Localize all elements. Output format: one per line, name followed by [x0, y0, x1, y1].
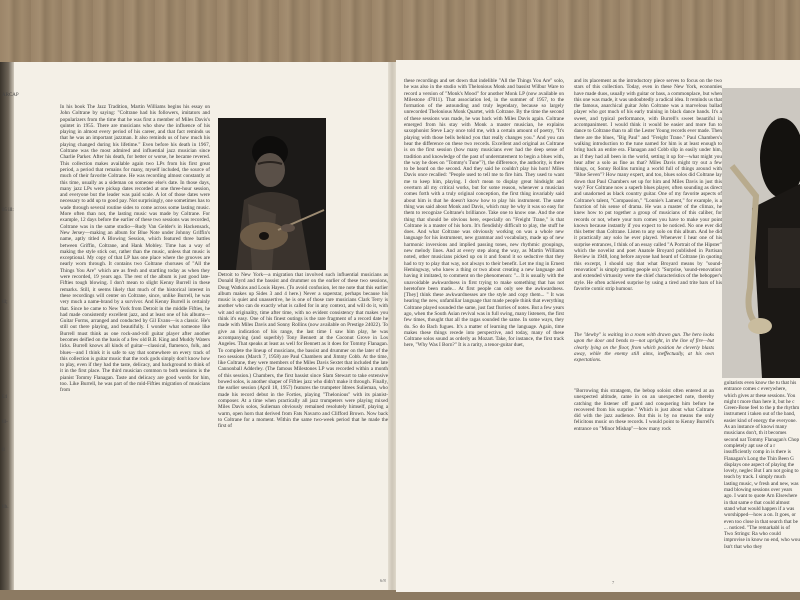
edge-scrap: £4 — [2, 395, 7, 400]
kenny-burrell-photo — [218, 118, 326, 270]
right-page-column-1: these recordings and set down that indelible "All the Things You Are" solo, he was also in the studio with Thelonious Monk and bassist Wilbur Ware to record a version of "Monk's Mood" for another Monk LP (now available on Milestone 47011). That association led, in the summer of 1957, to the formation of the astounding and truly legendary, because so largely unrecorded Thelonious Monk Quartet, with Coltrane. By the time the second of these sessions was made, he was back with Miles Davis again. Coltrane emerged from his stay with Monk a master musician, he explains saxophonist Steve Lacy once told me, with a certain amount of poetry, "It's playing with those bells behind you that really changes you." And you can hear the difference on these two records. Excellent and original as Coltrane is on the first session (how many musicians ever had the deep sense of tradition and knowledge of the past of understatement to begin a blues with, the way he does on "Tommy's Tune"?), the difference, the authority, is there to be heard on the second. And they said he couldn't play his horn! Miles Davis once recalled: "People used to tell me to fire him. They used to want me to keep him, playing. I don't mean to display great hindsight and overturn all my critical works, but for some reason, whenever a musician comes forth with a truly original conception, the first thing invariably said about him is that he doesn't know how to play his instrument. The same thing was said about Monk and Davis, which may be why it was so easy for them to recognize Coltrane's brilliance. Take one to know one. And the one thing that should be obvious here, especially on "Freight Trane," is that Coltrane is a master of his horn. It's fiendishly difficult to play, the stuff he does. And what Coltrane was obviously working on was a whole new language for his instrument, new grammar and vocabulary, made up of new harmonic inversions and implied passing tones, new rhythmic groupings, new melody lines. And at every step along the way, as Martin Williams noted, other musicians picked up on it and found it so seductive that they had to try to play that way, not always to their benefit. Let me ring in Ernest Hemingway, who knew a thing or two about creating a new language and having it imitated, to comment on the phenomenon: "... It is usually with the unavoidable awkwardness in first trying to make something that has not heretofore been made... At first people can only see the awkwardness. [They] think these awkwardnesses are the style and copy them... " It was hearing the new, unfamiliar language that made people think that everything Coltrane played sounded the same, just fast flurries of notes. But a few years ago, when the South Asian revival was in full swing, many listeners, the first few times, thought that all the ragas sounded the same. In some ways, they do. So do Bach fugues. It's a matter of learning the language. Again, time makes these things recede into perspective, and today, many of these Coltrane solos sound as orderly as Mozart. Take, for instance, the first track here, "Why Was I Born?" It is a rarity, a tenor-guitar duet, — [404, 78, 564, 349]
guitarist-photo-illustration — [218, 118, 326, 270]
edge-scrap: lll- — [2, 420, 8, 425]
right-page-column-3: guitarists even know the tu that his entrance comes c everywhere, which gives ar these sessions. You might t more than here it, but he c Green-Bone feel to the p the rhythm instrument i taken out of the band, easier kind of energy the everyone. As an instance of knowi many musicians don't, th it becomes second nat Tommy Flanagan's Chop completely apt use of a r insufficiently comp in is there is Flanagan's Long the Thin Been G displays one aspect of playing the lovely, neglec But I am not going to teach by track. I simply much lasting music, w fresh and new, was mad blowing sessions over years ago. I want to quote Arn Elsewhere in that same e that could almost stand what would happen if a was worshipped—how a on. It goes, or even too close in that search that be ... noticed. "The remarkabl is of Two Strings: Ra who could improvise in know no end, who wou Isn't that who they — [724, 380, 800, 550]
coltrane-photo — [722, 88, 800, 378]
left-page-column-1: In his book The Jazz Tradition, Martin Williams begins his essay on John Coltrane by saying: "Coltrane had his followers, imitators and popularizers from the time that he was first a member of Miles Davis's quintet in 1955. There are musicians who show the influence of his playing in almost every period of his career, and that fact reminds us that he was an important jazzman. It also reminds us of how much his playing changed during his lifetime." Even before his death in 1967, Coltrane was the most admired and influential jazz musician since Charlie Parker. After his death, for better or worse, he became revered. This collection makes available again two LPs from his first great period, a period that remains for many, myself included, the source of much of their favorite Coltrane. He was recording almost constantly at this time, usually as a sideman on someone else's date. In those days, many jazz LPs were pickup dates recorded at one three-hour session, and everyone but the leader was paid scale. A lot of those dates were necessary to add up to good pay. Not surprisingly, one sometimes has to wade through several routine sides to come across some lasting music. More often than not, the lasting music was made by Coltrane. For example, 12 days before the earlier of these two sessions was recorded, Coltrane was in the same studio—Rudy Van Gelder's in Hackensack, New Jersey—making an album for Blue Note under Johnny Griffin's name, aptly titled A Blowing Session, which featured three battles between Griffin, Coltrane, and Hank Mobley. Time has a way of making the style stick out, rather than the music, unless that music is exceptional. My copy of that LP has one place where the grooves are nearly worn through. It contains two Coltrane choruses of "All the Things You Are" which are as fresh and startling today as when they were recorded, 19 years ago. The rest of the album is just good late-Fifties tough blowing. I don't mean to slight Kenny Burrell in these remarks. Still, it seems likely that much of the historical interest in these recordings will center on Coltrane, since, unlike Burrell, he was very much a name-brand by a survivor. And Kenny Burrell is certainly that. Since he came to New York from Detroit in the middle Fifties, he had made consistently excellent jazz, and at least one of his albums—Guitar Forms, arranged and conducted by Gil Evans—is a classic. He's still out there playing, and beautifully. I wonder what someone like Burrell must think as one rock-and-roll guitar player after another becomes deified on the basis of a few old B.B. King and Muddy Waters licks. Burrell knows all kinds of guitar—classical, flamenco, folk, and blues—and I think it is safe to say that somewhere on every track of this collection is guitar music that the rock gods simply don't know how to play, even if they had the taste, delicacy, and background to think of it in the first place. The third musician common to both sessions is the pianist Tommy Flanagan. Taste and delicacy are good words for him, too. Like Burrell, he was part of the mid-Fifties migration of musicians from — [60, 104, 210, 394]
edge-scrap: ARCAP — [2, 93, 19, 98]
left-page-number: 6/8 — [380, 578, 386, 583]
left-page-column-2: Detroit to New York—a migration that involved such influential musicians as Donald Byrd and the bassist and drummer on the earlier of these two sessions, Doug Watkins and Louis Hayes. (To avoid confusion, let me note that this earlier album makes up Sides 3 and 4 here.) Never a superstar, perhaps because his music is quiet and unassertive, he is one of those rare musicians Clark Terry is another who can do exactly what is called for in any context, and will do it, with wit and originality, time after time, with no evident consistency that makes you think it's easy. One of his finest outings is the rare fragment of a record date he made with Miles Davis and Sonny Rollins (now available on Prestige 24022). To give an indication of his range, the last time I saw him play, he was accompanying (and superbly) Tony Bennett at the Coconut Grove in Los Angeles. That speaks at least as well for Bennett as it does for Tommy Flanagan. To complete the lineup of musicians, the bassist and drummer on the later of the two sessions (March 7, 1958) are Paul Chambers and Jimmy Cobb. At the time, like Coltrane, they were members of the Miles Davis Sextet that included the late Cannonball Adderley. (The famous Milestones LP was recorded within a month of this session.) Chambers, the first bassist since Slam Stewart to take extensive bowed solos, is another shaper of Fifties jazz who didn't make it through. Finally, the earlier session (April 18, 1957) features the trumpeter Idrees Sulieman, who made his record debut in the Forties, playing "Thelonious" with its pianist-composer. At a time when practically all jazz trumpeters were playing mixed Miles Davis solos, Sulieman obviously remained resolutely himself, playing a warm, open horn that derived from Fats Navarro and Clifford Brown. Now back to Coltrane for a moment. Within the same two-week period that he made the first of — [218, 272, 388, 430]
edge-scrap: ill; — [2, 300, 8, 305]
right-page-number: 7 — [612, 580, 615, 585]
left-page-edge — [0, 62, 14, 590]
edge-scrap: ll — [2, 448, 5, 453]
edge-scrap: 05 ill: — [2, 208, 14, 213]
right-page-column-2-continued: "Borrowing this stratagem, the bebop soloist often entered at an unexpected altitude, came in on an unexpected note, thereby catching the listener off guard and conquering him before he recovered from his surprise." Which is just about what Coltrane did with the jazz audience. But this is by no means the only felicitous music on these records. I would point to Kenny Burrell's entrance on "Minor Mishap"—how many rock — [574, 388, 714, 432]
edge-scrap: llb. — [2, 505, 9, 510]
saxophonist-photo-illustration — [722, 88, 800, 378]
right-page-column-2: and its placement as the introductory piece serves to focus on the two stars of this collection. Today, even in these New York, economies have made duos, usually with guitar or bass, a commonplace, but when this one was made, it was undoubtedly a radical idea. It reminds us that the famous, anarchical guitar John Coltrane was a marvelous ballad player who got much of his early training in black dance bands. It's a sweet, and typical performance, with Burrell's sweet beautiful in accompaniment. I would think it would be easier and more fun to dance to Coltrane than to all the Lester Young records ever made. Then there are the blues, "Big Paul" and "Freight Trane." Paul Chambers's walking introduction to the tune named for him is at least enough to bring back an entire era. Flanagan and Cobb slip in easily under him, as if they had all been in the world, setting it up for—what might you hear after a solo as fine as that? Miles Davis might try out a few things, or, Sonny Rollins turning a world full of things around with "Blue Seven"? How many expert, and too, blues solos did Coltrane lay down that Paul Chambers set up for him and Miles Davis in just this way? For Coltrane now a superb blues player, often sounding as direct and unadorned as black country guitar. One of my favorite aspects of Coltrane's talent, "Compassion," "Lonnie's Lament," for example, is a function of his sense of drama. He was a master of the climax, he knew how to put together a group of musicians of this caliber, for records or not, where your turn comes you have to make your point known because instantly if you expect to be noticed. No one ever did this better than Coltrane. Listen to any solo on this album. And he did it practically any solo he ever played. Whenever I hear one of his surprise entrances, I think of an essay called "A Portrait of the Hipster" which the novelist and poet Anatole Broyard published in Partisan Review in 1948, long before anyone had heard of Coltrane (in quoting this excerpt, I should say that what Broyard means by "sound-renovation" is simply putting people on): "Surprise, 'sound-renovation' and extended virtuosity were the chief characteristics of the bebopper's style. He often achieved surprise by using a tired and trite bars of his favorite comic strip humour. — [574, 78, 722, 292]
right-page-photo-caption: The "dewby" is waiting in a room with drawn gun. The hero looks upon the door and bends to—not upright, in the line of fire—but clearly lying on the floor, from which position he cleverly blasts away, while the enemy still aims, ineffectually, at his own expectations. — [574, 332, 714, 364]
